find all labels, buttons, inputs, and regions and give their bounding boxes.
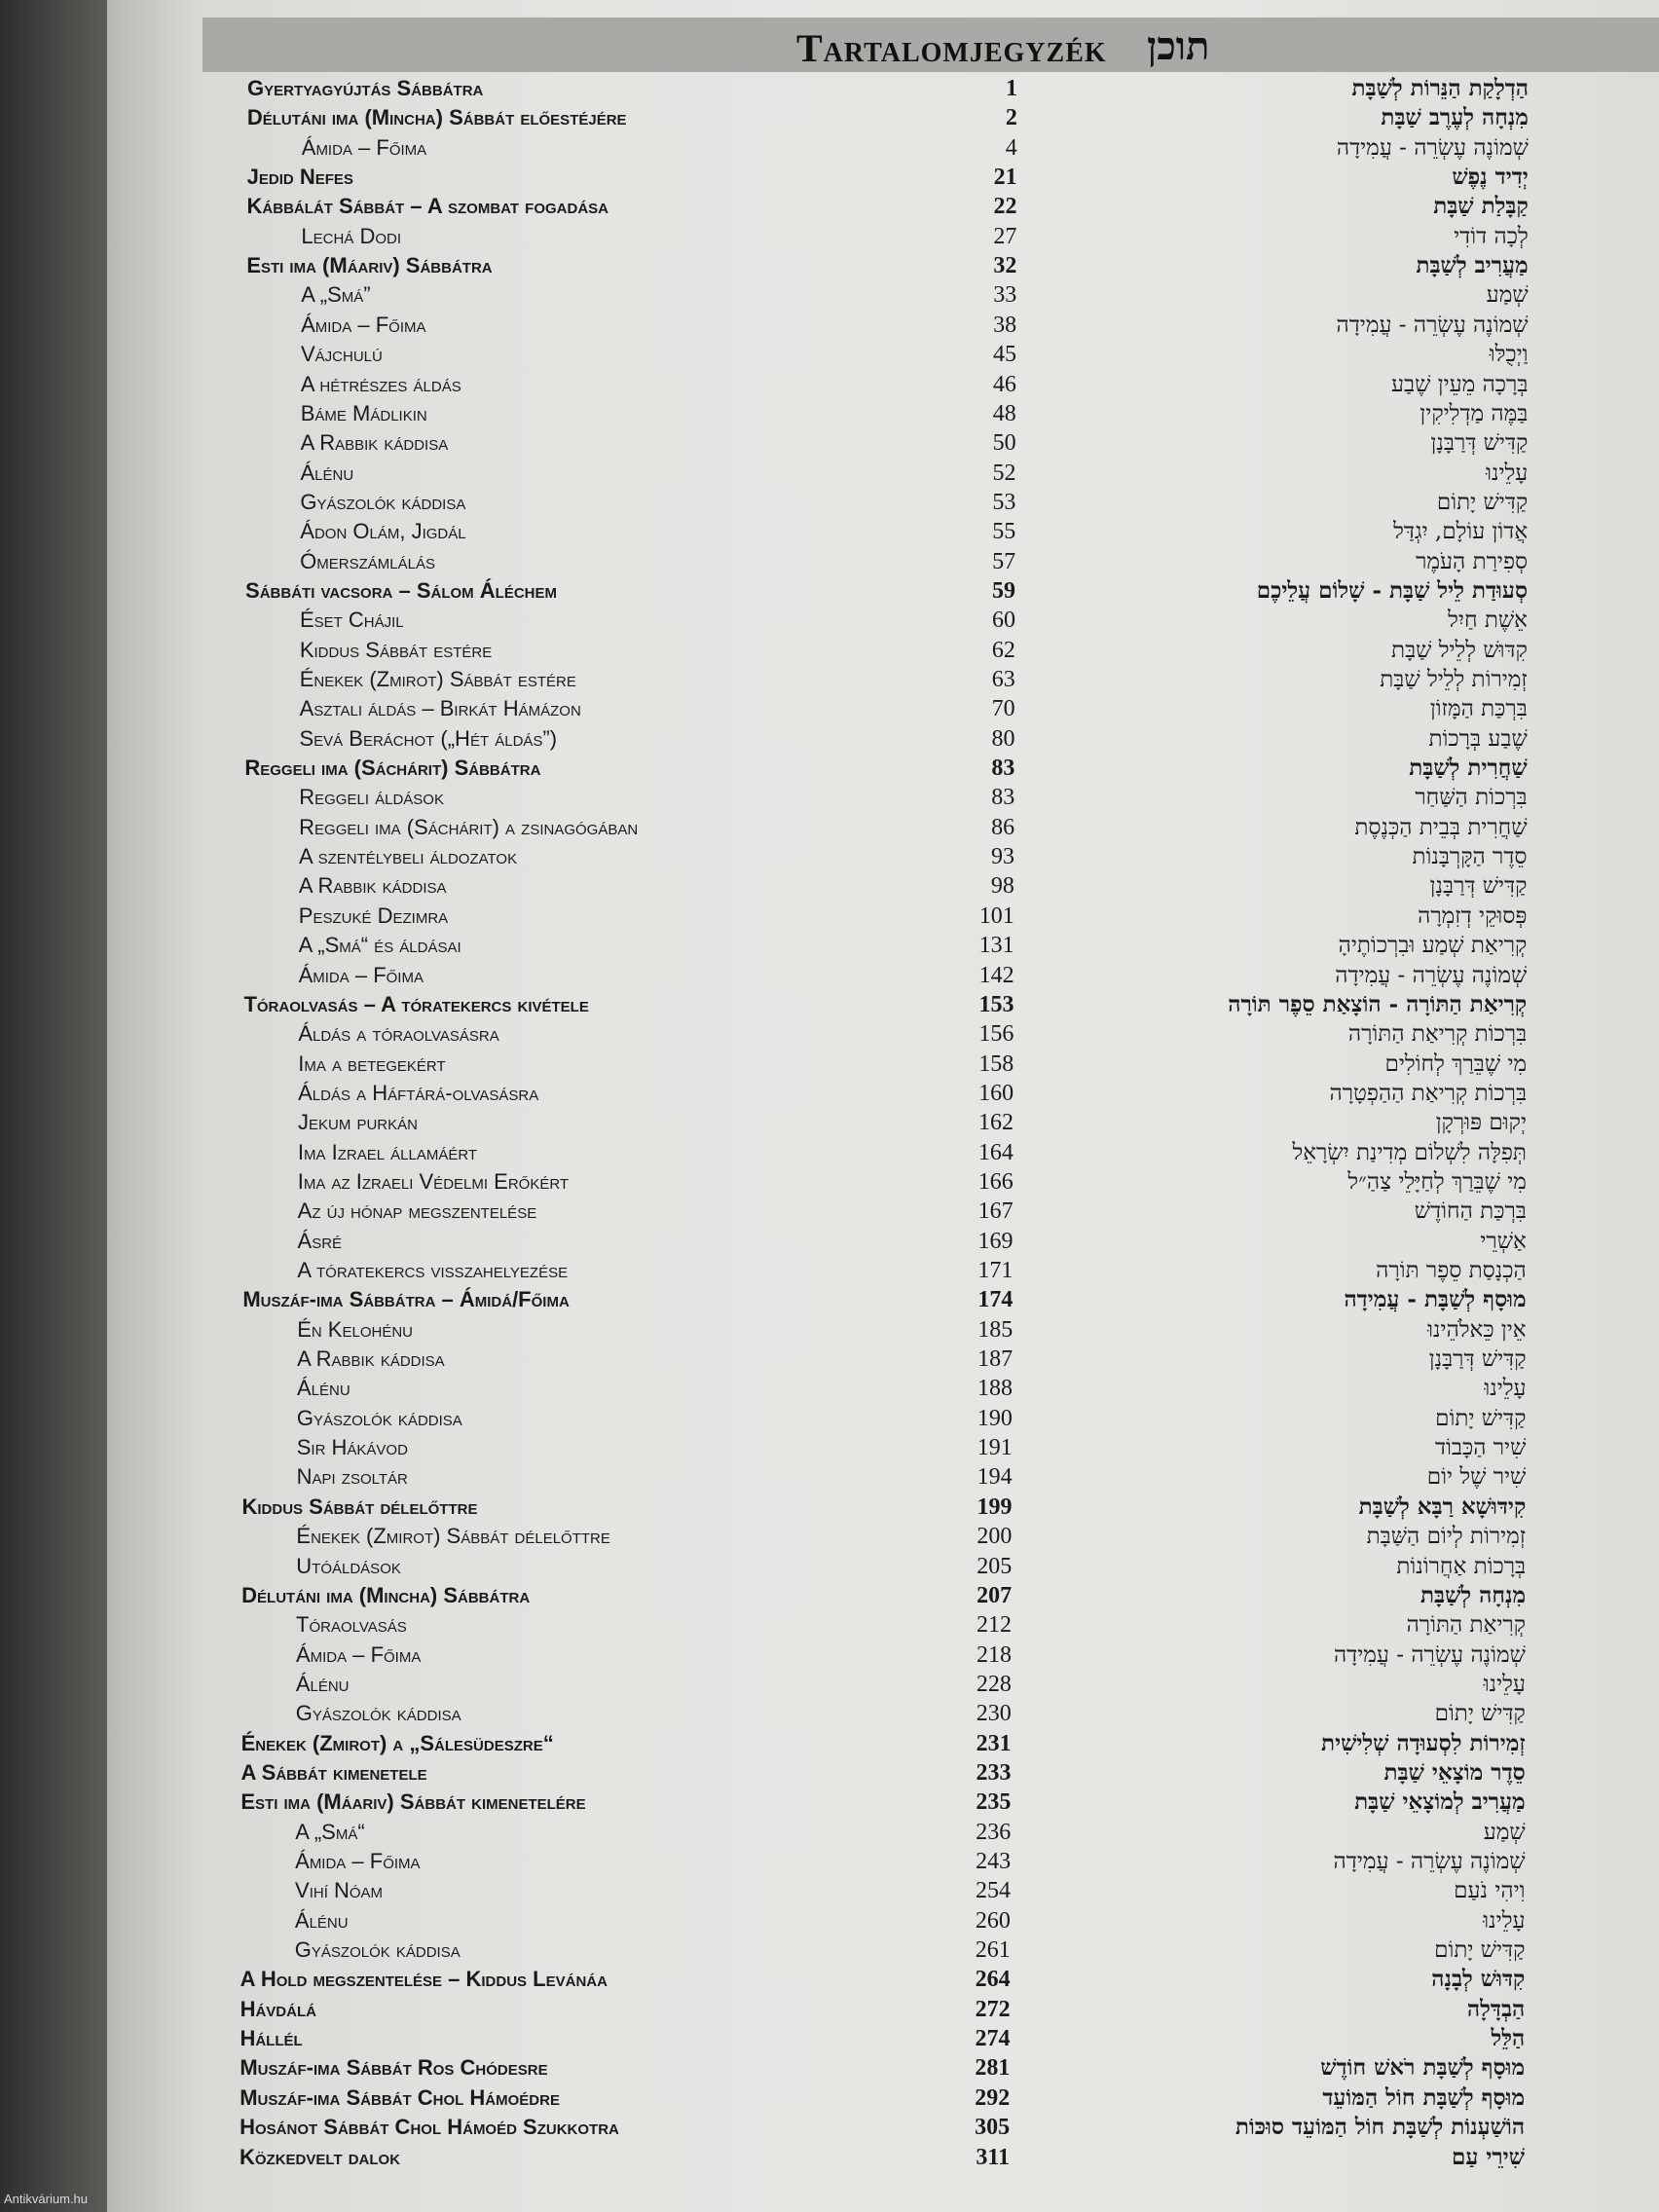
toc-page-number: 131 (978, 933, 1014, 959)
toc-row (107, 1433, 1659, 1462)
toc-subsection-title: Ámida – Főima (301, 134, 427, 160)
toc-row (107, 547, 1659, 576)
toc-page-number: 86 (991, 814, 1015, 840)
toc-hebrew-title: מִנְחָה לְעֶרֶב שַׁבָּת (1381, 104, 1529, 131)
toc-row (107, 1699, 1659, 1728)
watermark: Antikvárium.hu (4, 2192, 88, 2206)
toc-page-number: 185 (977, 1316, 1014, 1343)
toc-subsection-title: Énekek (Zmirot) Sábbát délelőttre (296, 1524, 610, 1549)
toc-page-number: 70 (991, 696, 1015, 722)
toc-page-number: 2 (1005, 105, 1017, 131)
page-edge-shadow (0, 0, 107, 2212)
toc-page-number: 243 (976, 1849, 1012, 1874)
toc-row (107, 1197, 1659, 1226)
toc-subsection-title: Gyászolók káddisa (296, 1405, 462, 1430)
toc-hebrew-title: מַעֲרִיב לְמוֹצָאֵי שַׁבָּת (1354, 1788, 1526, 1816)
toc-page-number: 261 (975, 1937, 1011, 1964)
toc-hebrew-title: אַשְׁרֵי (1480, 1228, 1527, 1254)
toc-subsection-title: A Rabbik káddisa (297, 1346, 445, 1372)
toc-subsection-title: Sir Hákávod (296, 1435, 408, 1460)
toc-subsection-title: Én Kelohénu (297, 1316, 413, 1342)
toc-hebrew-title: יְקוּם פּוּרְקָן (1435, 1110, 1527, 1136)
page-title: Tartalomjegyzék (796, 26, 1107, 70)
toc-subsection-title: Gyászolók káddisa (300, 489, 466, 514)
toc-hebrew-title: פְּסוּקֵי דְזִמְרָה (1418, 903, 1528, 929)
toc-page-number: 171 (977, 1258, 1014, 1283)
toc-hebrew-title: עָלֵינוּ (1486, 460, 1529, 486)
toc-hebrew-title: קַדִּישׁ דְּרַבָּנָן (1428, 1346, 1527, 1373)
toc-hebrew-title: עָלֵינוּ (1484, 1376, 1527, 1402)
toc-section-title: Gyertyagyújtás Sábbátra (247, 76, 484, 100)
toc-row (107, 1581, 1659, 1610)
toc-hebrew-title: קַדִּישׁ יָתוֹם (1434, 1701, 1526, 1727)
toc-subsection-title: Ima Izrael államáért (297, 1139, 478, 1164)
toc-hebrew-title: קְרִיאַת שְׁמַע וּבִרְכוֹתֶיהָ (1338, 933, 1528, 959)
toc-subsection-title: Vájchulú (300, 342, 383, 367)
toc-row (107, 990, 1659, 1019)
toc-page-number: 158 (978, 1051, 1014, 1077)
toc-page-number: 101 (978, 903, 1014, 929)
toc-hebrew-title: סְעוּדַת לֵיל שַׁבָּת - שָׁלוֹם עֲלֵיכֶם (1256, 576, 1529, 604)
toc-subsection-title: A „Smá“ (295, 1819, 365, 1844)
toc-page-number: 207 (977, 1582, 1013, 1608)
toc-row (107, 370, 1659, 399)
toc-hebrew-title: שְׁמַע (1483, 1819, 1526, 1845)
toc-hebrew-title: הוֹשַׁעְנוֹת לְשַׁבָּת חוֹל הַמּוֹעֵד סוּכּוֹת (1235, 2114, 1526, 2141)
toc-page-number: 53 (992, 489, 1016, 515)
toc-subsection-title: Álénu (300, 460, 354, 485)
toc-row (107, 1818, 1659, 1847)
toc-hebrew-title: מִי שֶׁבֵּרַךְ לְחוֹלִים (1384, 1051, 1528, 1077)
toc-subsection-title: Ima a betegekért (298, 1051, 446, 1076)
toc-row (107, 103, 1659, 132)
toc-row (107, 1050, 1659, 1079)
toc-row (107, 459, 1659, 488)
toc-hebrew-title: קַדִּישׁ יָתוֹם (1435, 1405, 1527, 1431)
toc-page-number: 62 (991, 637, 1015, 663)
toc-page-number: 156 (978, 1021, 1014, 1048)
toc-hebrew-title: בַּמֶּה מַדְלִיקִין (1419, 400, 1529, 426)
toc-page-number: 231 (976, 1730, 1012, 1756)
toc-row (107, 1847, 1659, 1876)
toc-section-title: Reggeli ima (Sáchárit) Sábbátra (244, 756, 541, 781)
toc-page-number: 311 (976, 2144, 1010, 2170)
toc-row (107, 1404, 1659, 1433)
toc-row (107, 2113, 1659, 2142)
toc-page-number: 230 (976, 1701, 1012, 1727)
toc-subsection-title: Áldás a Háftárá-olvasásra (298, 1080, 539, 1105)
toc-hebrew-title: קְרִיאַת הַתּוֹרָה (1406, 1612, 1527, 1639)
toc-row (107, 1670, 1659, 1699)
toc-page-number: 1 (1006, 76, 1017, 101)
toc-page-number: 260 (975, 1907, 1011, 1934)
toc-row (107, 517, 1659, 546)
toc-subsection-title: Báme Mádlikin (300, 400, 427, 425)
toc-page-number: 153 (978, 991, 1014, 1017)
toc-hebrew-title: בִּרְכוֹת קְרִיאַת הַהַפְטָרָה (1329, 1080, 1528, 1106)
toc-page-number: 93 (991, 844, 1015, 870)
toc-row (107, 428, 1659, 458)
toc-subsection-title: A „Smá” (301, 282, 371, 308)
toc-hebrew-title: הַדְלָקַת הַנֵּרוֹת לְשַׁבָּת (1351, 75, 1529, 101)
toc-subsection-title: Ámida – Főima (295, 1641, 422, 1667)
toc-hebrew-title: עָלֵינוּ (1483, 1671, 1526, 1697)
toc-page-number: 167 (977, 1198, 1014, 1225)
toc-row (107, 813, 1659, 842)
toc-row (107, 1729, 1659, 1758)
toc-page-number: 235 (976, 1789, 1012, 1816)
toc-row (107, 754, 1659, 783)
toc-hebrew-title: וִיהִי נֹעַם (1454, 1878, 1526, 1904)
toc-subsection-title: A Rabbik káddisa (298, 873, 447, 899)
toc-hebrew-title: זְמִירוֹת לִסְעוּדָה שְׁלִישִׁית (1321, 1729, 1526, 1756)
toc-hebrew-title: מִנְחָה לְשַׁבָּת (1419, 1581, 1527, 1608)
toc-page-number: 46 (992, 371, 1016, 397)
toc-page-number: 218 (976, 1641, 1012, 1668)
toc-subsection-title: Az új hónap megszentelése (297, 1198, 537, 1224)
toc-row (107, 636, 1659, 665)
toc-page-number: 274 (975, 2026, 1011, 2052)
toc-page-number: 21 (993, 165, 1017, 191)
toc-hebrew-title: מוּסָף לְשַׁבָּת רֹאשׁ חוֹדֶשׁ (1320, 2054, 1526, 2082)
toc-page-number: 55 (992, 519, 1016, 545)
toc-row (107, 2083, 1659, 2113)
toc-row (107, 2053, 1659, 2083)
toc-page-number: 292 (975, 2084, 1011, 2111)
toc-page-number: 169 (977, 1228, 1014, 1254)
toc-row (107, 1965, 1659, 1994)
toc-row (107, 340, 1659, 369)
toc-subsection-title: Reggeli áldások (299, 785, 444, 810)
toc-row (107, 251, 1659, 280)
toc-subsection-title: Reggeli ima (Sáchárit) a zsinagógában (299, 814, 639, 839)
toc-row (107, 694, 1659, 723)
toc-page-number: 162 (978, 1110, 1014, 1136)
toc-hebrew-title: קַדִּישׁ דְּרַבָּנָן (1430, 430, 1529, 457)
toc-page-number: 205 (977, 1553, 1013, 1579)
toc-hebrew-title: וַיְכֻלּוּ (1489, 342, 1529, 368)
toc-page-number: 57 (992, 548, 1016, 574)
toc-subsection-title: Sevá Beráchot („Hét áldás”) (299, 725, 558, 751)
toc-subsection-title: Ámida – Főima (295, 1849, 421, 1873)
toc-row (107, 1315, 1659, 1345)
toc-subsection-title: Jekum purkán (298, 1110, 418, 1135)
toc-page-number: 38 (993, 312, 1017, 338)
toc-row (107, 1995, 1659, 2024)
toc-page-number: 233 (976, 1759, 1012, 1786)
toc-row (107, 1788, 1659, 1817)
toc-hebrew-title: מַעֲרִיב לְשַׁבָּת (1416, 252, 1529, 279)
toc-section-title: Délutáni ima (Mincha) Sábbátra (241, 1582, 531, 1607)
toc-subsection-title: Éset Chájil (299, 608, 404, 633)
toc-page-number: 142 (978, 962, 1014, 988)
toc-hebrew-title: סְפִירַת הָעֹמֶר (1416, 548, 1529, 574)
toc-page-number: 59 (992, 577, 1016, 604)
toc-row (107, 842, 1659, 871)
toc-subsection-title: Peszuké Dezimra (298, 903, 449, 928)
toc-page-number: 45 (992, 342, 1016, 368)
toc-row (107, 133, 1659, 163)
toc-row (107, 1906, 1659, 1936)
toc-page-number: 174 (977, 1287, 1014, 1313)
toc-row (107, 1167, 1659, 1197)
toc-hebrew-title: עָלֵינוּ (1483, 1907, 1526, 1934)
toc-hebrew-title: שִׁירֵי עַם (1451, 2143, 1525, 2170)
toc-hebrew-title: מוּסָף לְשַׁבָּת - עֲמִידָה (1344, 1286, 1527, 1313)
toc-page-number: 33 (993, 282, 1017, 309)
toc-row (107, 665, 1659, 694)
toc-hebrew-title: קִדּוּשׁ לְבָנָה (1431, 1966, 1526, 1993)
toc-section-title: Sábbáti vacsora – Sálom Áléchem (245, 577, 558, 603)
toc-hebrew-title: קַדִּישׁ יָתוֹם (1434, 1937, 1526, 1964)
toc-hebrew-title: קַבָּלַת שַׁבָּת (1433, 193, 1529, 220)
header-bar (203, 18, 1659, 72)
toc-row (107, 1493, 1659, 1522)
toc-row (107, 1876, 1659, 1905)
toc-hebrew-title: מוּסָף לְשַׁבָּת חוֹל הַמּוֹעֵד (1322, 2083, 1526, 2111)
toc-hebrew-title: לְכָה דוֹדִי (1454, 223, 1529, 249)
toc-subsection-title: Ámida – Főima (298, 962, 424, 987)
toc-row (107, 1108, 1659, 1137)
toc-subsection-title: Napi zsoltár (296, 1464, 408, 1490)
toc-section-title: Kábbálát Sábbát – A szombat fogadása (246, 194, 609, 219)
book-page (107, 0, 1659, 2212)
toc-page-number: 194 (977, 1464, 1013, 1491)
toc-row (107, 871, 1659, 901)
toc-row (107, 488, 1659, 517)
toc-subsection-title: A hétrészes áldás (300, 371, 461, 396)
toc-section-title: Esti ima (Máariv) Sábbát kimenetelére (240, 1789, 586, 1815)
toc-page-number: 264 (975, 1967, 1011, 1993)
toc-hebrew-title: קִידּוּשָׁא רַבָּא לְשַׁבָּת (1358, 1493, 1527, 1520)
toc-section-title: Esti ima (Máariv) Sábbátra (246, 253, 493, 278)
toc-hebrew-title: בִּרְכַּת הַמָּזוֹן (1429, 696, 1528, 722)
toc-page-number: 191 (977, 1435, 1013, 1461)
toc-page-number: 83 (991, 785, 1015, 811)
toc-hebrew-title: זְמִירוֹת לְיוֹם הַשַּׁבָּת (1366, 1524, 1527, 1550)
toc-section-title: Hosánot Sábbát Chol Hámoéd Szukkotra (240, 2115, 619, 2140)
toc-row (107, 222, 1659, 251)
toc-page-number: 199 (977, 1493, 1013, 1520)
toc-row (107, 606, 1659, 635)
toc-hebrew-title: שְׁמוֹנֶה עֶשְׂרֵה - עֲמִידָה (1336, 134, 1529, 161)
toc-page-number: 272 (975, 1996, 1011, 2022)
toc-page-number: 254 (976, 1878, 1012, 1904)
toc-page-number: 4 (1005, 134, 1017, 161)
toc-subsection-title: Tóraolvasás (296, 1612, 407, 1638)
toc-subsection-title: Álénu (296, 1376, 350, 1401)
toc-page-number: 160 (978, 1080, 1014, 1106)
toc-row (107, 902, 1659, 931)
toc-hebrew-title: שֶׁבַע בְּרָכוֹת (1428, 725, 1528, 752)
toc-row (107, 1079, 1659, 1108)
toc-section-title: Énekek (Zmirot) a „Sálesüdeszre“ (240, 1730, 554, 1755)
toc-row (107, 311, 1659, 340)
toc-row (107, 74, 1659, 103)
toc-page-number: 236 (976, 1819, 1012, 1845)
toc-hebrew-title: קִדּוּשׁ לְלֵיל שַׁבָּת (1391, 637, 1528, 663)
toc-hebrew-title: בִּרְכַּת הַחוֹדֶשׁ (1414, 1198, 1527, 1225)
toc-subsection-title: Vihí Nóam (295, 1878, 384, 1903)
toc-subsection-title: A Rabbik káddisa (300, 430, 449, 456)
toc-hebrew-title: שִׁיר שֶׁל יוֹם (1426, 1464, 1527, 1491)
toc-row (107, 399, 1659, 428)
toc-row (107, 1256, 1659, 1285)
toc-page-number: 281 (975, 2055, 1011, 2082)
toc-hebrew-title: סֵדֶר הַקָּרְבָּנוֹת (1412, 844, 1528, 870)
toc-hebrew-title: בִּרְכוֹת קְרִיאַת הַתּוֹרָה (1347, 1021, 1528, 1048)
toc-hebrew-title: הַבְדָּלָה (1466, 1995, 1526, 2022)
toc-section-title: Hávdálá (240, 1996, 316, 2021)
toc-subsection-title: Álénu (294, 1907, 349, 1933)
toc-section-title: A Sábbát kimenetele (240, 1759, 427, 1785)
toc-hebrew-title: בְּרָכוֹת אַחֲרוֹנוֹת (1396, 1553, 1527, 1579)
toc-row (107, 1758, 1659, 1788)
toc-section-title: Közkedvelt dalok (240, 2144, 401, 2169)
toc-page-number: 32 (993, 253, 1017, 279)
toc-section-title: Hállél (240, 2026, 303, 2051)
toc-row (107, 2143, 1659, 2172)
toc-row (107, 1019, 1659, 1049)
toc-hebrew-title: מִי שֶׁבֵּרַךְ לְחַיָּלֵי צַהַ״ל (1347, 1168, 1527, 1195)
table-of-contents (107, 72, 1659, 2212)
toc-hebrew-title: אֲדוֹן עוֹלָם, יִגְדַּל (1393, 519, 1529, 545)
toc-hebrew-title: קְרִיאַת הַתּוֹרָה - הוֹצָאַת סֵפֶר תּוֹרָה (1228, 990, 1528, 1017)
toc-row (107, 931, 1659, 960)
toc-page-number: 166 (977, 1168, 1014, 1195)
toc-page-number: 190 (977, 1405, 1013, 1431)
toc-subsection-title: A szentélybeli áldozatok (299, 844, 518, 869)
toc-page-number: 200 (977, 1524, 1013, 1550)
toc-row (107, 783, 1659, 812)
toc-page-number: 63 (991, 667, 1015, 692)
toc-hebrew-title: שַׁחֲרִית לְשַׁבָּת (1409, 755, 1528, 782)
toc-hebrew-title: שְׁמוֹנֶה עֶשְׂרֵה - עֲמִידָה (1335, 962, 1528, 988)
toc-hebrew-title: סֵדֶר מוֹצָאֵי שַׁבָּת (1383, 1758, 1526, 1786)
toc-subsection-title: Álénu (295, 1671, 350, 1696)
toc-subsection-title: Ima az Izraeli Védelmi Erőkért (297, 1168, 570, 1194)
toc-subsection-title: Kiddus Sábbát estére (299, 637, 493, 662)
toc-page-number: 60 (991, 608, 1015, 634)
toc-hebrew-title: שְׁמוֹנֶה עֶשְׂרֵה - עֲמִידָה (1333, 1641, 1526, 1668)
toc-page-number: 48 (992, 400, 1016, 426)
toc-section-title: Tóraolvasás – A tóratekercs kivétele (243, 991, 589, 1016)
toc-row (107, 1610, 1659, 1640)
toc-hebrew-title: שִׁיר הַכָּבוֹד (1434, 1435, 1527, 1461)
toc-subsection-title: Áldás a tóraolvasásra (298, 1021, 499, 1047)
toc-subsection-title: Ámida – Főima (301, 312, 426, 337)
toc-row (107, 280, 1659, 310)
toc-subsection-title: Lechá Dodi (301, 223, 401, 248)
toc-subsection-title: Ómerszámlálás (300, 548, 435, 573)
toc-row (107, 1552, 1659, 1581)
toc-hebrew-title: שְׁמוֹנֶה עֶשְׂרֵה - עֲמִידָה (1333, 1849, 1526, 1874)
toc-hebrew-title: שְׁמַע (1486, 282, 1529, 309)
toc-subsection-title: A „Smá“ és áldásai (298, 933, 461, 958)
toc-page-number: 27 (993, 223, 1017, 249)
toc-row (107, 1522, 1659, 1551)
toc-row (107, 192, 1659, 221)
toc-subsection-title: A tóratekercs visszahelyezése (297, 1258, 569, 1282)
toc-section-title: Kiddus Sábbát délelőttre (241, 1493, 478, 1519)
toc-subsection-title: Gyászolók káddisa (295, 1701, 461, 1726)
toc-hebrew-title: שַׁחֲרִית בְּבֵית הַכְּנֶסֶת (1354, 814, 1528, 840)
toc-hebrew-title: בְּרָכָה מֵעֵין שֶׁבַע (1391, 371, 1529, 397)
toc-subsection-title: Asztali áldás – Birkát Hámázon (299, 696, 581, 721)
toc-hebrew-title: יְדִיד נֶפֶשׁ (1452, 164, 1529, 191)
toc-row (107, 163, 1659, 192)
toc-row (107, 1285, 1659, 1314)
toc-hebrew-title: זְמִירוֹת לְלֵיל שַׁבָּת (1380, 667, 1528, 692)
toc-section-title: Muszáf-ima Sábbát Chol Hámoédre (240, 2084, 560, 2110)
toc-row (107, 1641, 1659, 1670)
toc-subsection-title: Ásré (297, 1228, 343, 1253)
toc-hebrew-title: הַכְנָסַת סֵפֶר תּוֹרָה (1376, 1258, 1527, 1283)
toc-page-number: 212 (977, 1612, 1013, 1639)
page-title-hebrew: תוכן (1147, 23, 1210, 69)
toc-page-number: 52 (992, 460, 1016, 486)
toc-section-title: A Hold megszentelése – Kiddus Levánáa (240, 1967, 608, 1992)
toc-section-title: Délutáni ima (Mincha) Sábbát előestéjére (246, 105, 627, 130)
toc-hebrew-title: הַלֵּל (1491, 2025, 1526, 2052)
toc-hebrew-title: אֵין כֵּאלֹהֵינוּ (1427, 1316, 1527, 1343)
toc-page-number: 50 (992, 430, 1016, 457)
toc-page-number: 188 (977, 1376, 1013, 1402)
toc-page-number: 305 (975, 2115, 1011, 2141)
toc-hebrew-title: תְּפִלָּה לִשְׁלוֹם מְדִינַת יִשְׂרָאֵל (1292, 1139, 1527, 1165)
toc-subsection-title: Gyászolók káddisa (294, 1937, 461, 1963)
toc-section-title: Muszáf-ima Sábbátra – Ámidá/Főima (242, 1287, 570, 1312)
toc-page-number: 98 (990, 873, 1014, 900)
toc-subsection-title: Énekek (Zmirot) Sábbát estére (299, 667, 576, 691)
toc-row (107, 724, 1659, 754)
toc-hebrew-title: שְׁמוֹנֶה עֶשְׂרֵה - עֲמִידָה (1336, 312, 1529, 338)
toc-row (107, 1936, 1659, 1965)
toc-subsection-title: Utóáldások (296, 1553, 401, 1578)
toc-hebrew-title: אֵשֶׁת חַיִל (1448, 608, 1528, 634)
toc-row (107, 2024, 1659, 2053)
toc-page-number: 22 (993, 194, 1017, 220)
toc-hebrew-title: קַדִּישׁ יָתוֹם (1436, 489, 1529, 515)
toc-row (107, 1345, 1659, 1374)
toc-row (107, 1227, 1659, 1256)
toc-page-number: 187 (977, 1346, 1014, 1373)
toc-hebrew-title: קַדִּישׁ דְּרַבָּנָן (1429, 873, 1528, 900)
toc-section-title: Muszáf-ima Sábbát Ros Chódesre (240, 2055, 548, 2081)
toc-hebrew-title: בִּרְכוֹת הַשַּׁחַר (1415, 785, 1528, 811)
toc-row (107, 1374, 1659, 1403)
toc-row (107, 1138, 1659, 1167)
toc-page-number: 83 (991, 756, 1015, 782)
toc-section-title: Jedid Nefes (246, 165, 353, 190)
toc-page-number: 80 (991, 725, 1015, 752)
toc-row (107, 576, 1659, 606)
toc-row (107, 1462, 1659, 1492)
toc-subsection-title: Ádon Olám, Jigdál (300, 519, 466, 544)
toc-row (107, 961, 1659, 990)
toc-page-number: 164 (977, 1139, 1014, 1165)
toc-page-number: 228 (976, 1671, 1012, 1697)
